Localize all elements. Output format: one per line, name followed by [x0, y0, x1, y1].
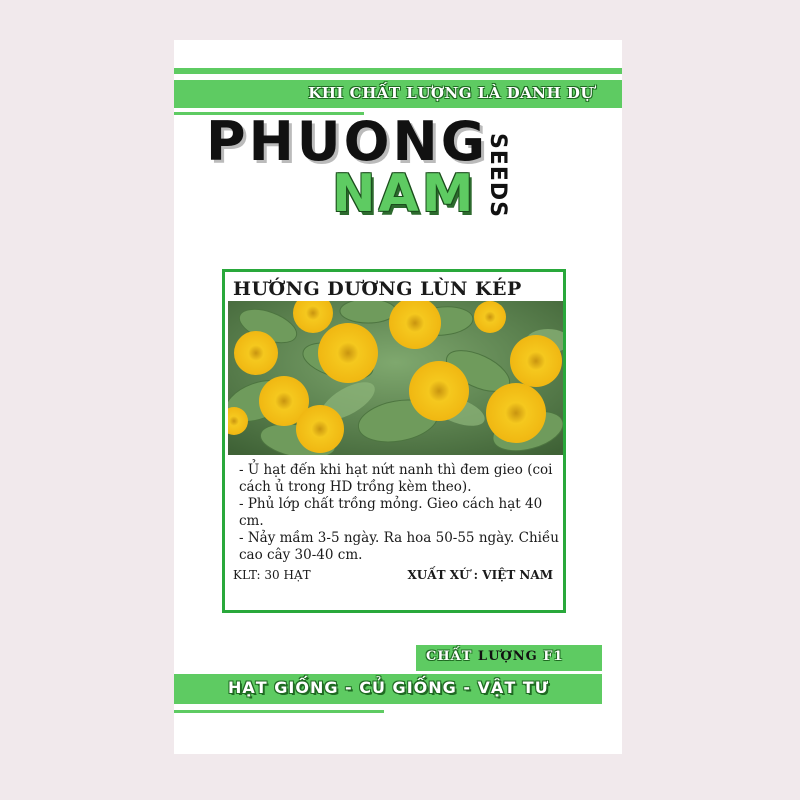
product-card: [222, 269, 566, 613]
tagline-text: HẠT GIỐNG - CỦ GIỐNG - VẬT TƯ: [228, 678, 550, 697]
product-title: HƯỚNG DƯƠNG LÙN KÉP: [233, 278, 522, 300]
brand-name-line2: NAM: [332, 164, 477, 224]
quality-text: [426, 649, 564, 664]
net-quantity: KLT: 30 HẠT: [233, 568, 311, 582]
slogan-banner: [174, 80, 622, 108]
instruction-item: - Phủ lớp chất trồng mỏng. Gieo cách hạt 40 cm.: [239, 496, 543, 529]
quality-word-2: LƯỢNG: [477, 649, 538, 664]
country-of-origin: XUẤT XỨ : VIỆT NAM: [407, 568, 553, 582]
sunflower-photo: [228, 301, 563, 455]
seed-packet: [174, 40, 622, 754]
instruction-item: - Nảy mầm 3-5 ngày. Ra hoa 50-55 ngày. Chiều cao cây 30-40 cm.: [239, 530, 559, 563]
brand-seeds-vertical: SEEDS: [485, 133, 510, 219]
brand-name-line1: PHUONG: [206, 110, 489, 173]
quality-word-1: CHẤT: [426, 649, 473, 664]
sunflower-photo-svg: [228, 301, 563, 455]
slogan-text: KHI CHẤT LƯỢNG LÀ DANH DỰ: [308, 84, 594, 102]
bottom-accent-line: [174, 710, 384, 713]
growing-instructions: [239, 462, 559, 564]
quality-word-3: F1: [543, 649, 564, 664]
top-accent-line: [174, 68, 622, 74]
quality-banner: [416, 645, 602, 671]
tagline-banner: [174, 674, 602, 704]
instruction-item: - Ủ hạt đến khi hạt nứt nanh thì đem gieo (coi cách ủ trong HD trồng kèm theo).: [239, 462, 553, 495]
